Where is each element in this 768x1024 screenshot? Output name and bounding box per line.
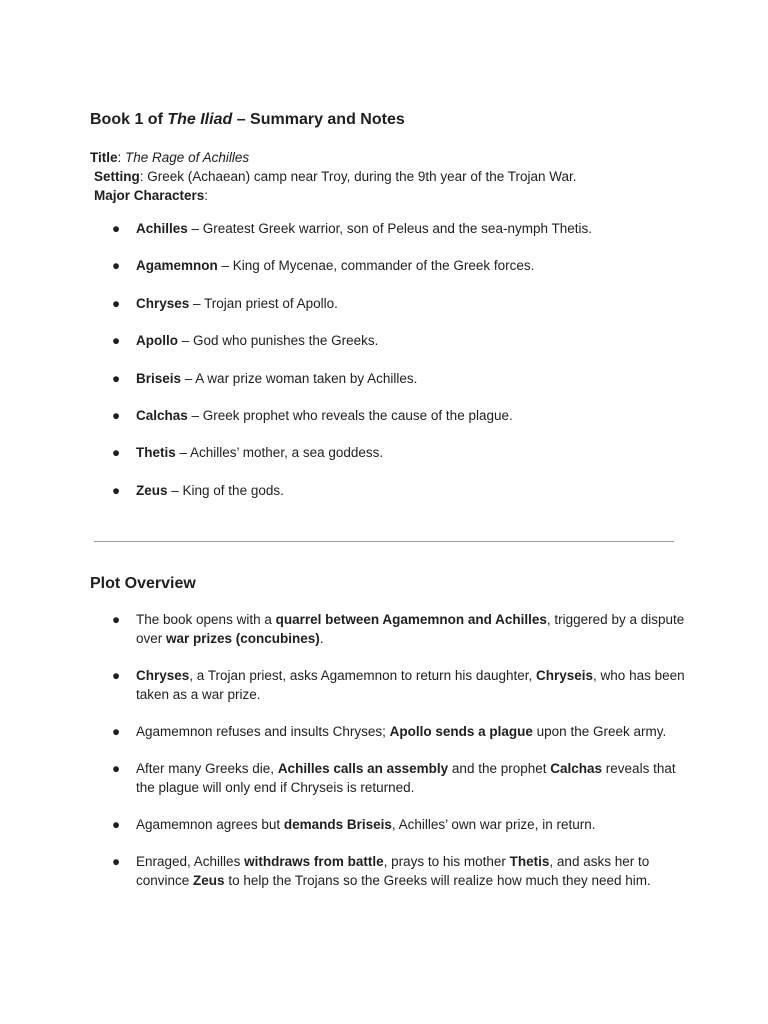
character-name: Achilles: [136, 221, 188, 236]
plot-text-run: reveals that the plague will only end if Chryseis is returned.: [136, 761, 676, 795]
plot-item-text: [136, 761, 676, 795]
meta-title-row: [90, 148, 576, 167]
character-name: Apollo: [136, 333, 178, 349]
bullet-icon: ●: [112, 370, 121, 386]
bullet-icon: ●: [112, 612, 121, 627]
plot-text-run: upon the Greek army.: [532, 724, 667, 739]
bullet-icon: ●: [112, 407, 121, 423]
plot-item: [112, 852, 692, 890]
title-suffix: – Summary and Notes: [232, 111, 405, 128]
character-desc: – King of the gods.: [167, 482, 284, 498]
plot-bold-phrase: Calchas: [550, 761, 603, 776]
plot-bold-phrase: war prizes (concubines): [166, 631, 320, 646]
plot-text-run: After many Greeks die,: [136, 761, 278, 776]
document-title: [90, 110, 405, 130]
character-desc: – Trojan priest of Apollo.: [189, 295, 338, 311]
plot-item-text: [136, 724, 666, 739]
character-name: Briseis: [136, 370, 182, 386]
bullet-icon: ●: [112, 761, 121, 776]
plot-bold-phrase: Zeus: [193, 873, 225, 888]
character-item: [112, 369, 732, 388]
plot-text-run: , who has been taken as a war prize.: [136, 668, 685, 702]
plot-heading: Plot Overview: [90, 575, 196, 592]
plot-text-run: Enraged, Achilles: [136, 854, 245, 869]
plot-bold-phrase: Thetis: [509, 854, 550, 869]
meta-characters-row: [90, 186, 576, 205]
plot-text-run: , and asks her to convince: [136, 854, 650, 888]
character-desc: – Greatest Greek warrior, son of Peleus and the sea-nymph Thetis.: [187, 221, 592, 236]
plot-text-run: , prays to his mother: [383, 854, 510, 869]
bullet-icon: ●: [112, 724, 121, 739]
plot-text-run: Agamemnon refuses and insults Chryses;: [136, 724, 390, 739]
character-item: [112, 481, 732, 500]
plot-bold-phrase: quarrel between Agamemnon and Achilles: [275, 612, 547, 627]
title-prefix: Book 1 of: [90, 111, 168, 128]
character-name: Zeus: [136, 482, 168, 498]
character-item: [112, 331, 732, 350]
meta-setting-value: Greek (Achaean) camp near Troy, during the 9th year of the Trojan War.: [147, 169, 577, 184]
plot-bold-phrase: Apollo sends a plague: [389, 724, 533, 739]
character-name: Chryses: [136, 295, 190, 311]
bullet-icon: ●: [112, 854, 121, 869]
plot-text-run: Agamemnon agrees but: [136, 817, 284, 832]
character-item: [112, 406, 732, 425]
plot-item-text: [136, 854, 651, 888]
plot-text-run: and the prophet: [448, 761, 551, 776]
bullet-icon: ●: [112, 258, 121, 274]
title-italic-work: The Iliad: [167, 111, 233, 128]
plot-bold-phrase: Chryses: [136, 668, 190, 683]
character-item: [112, 294, 732, 313]
meta-title-label: Title: [90, 150, 118, 165]
plot-item: [112, 722, 692, 741]
meta-title-value: The Rage of Achilles: [125, 150, 250, 165]
character-item: [112, 219, 732, 238]
bullet-icon: ●: [112, 482, 121, 498]
plot-item: [112, 666, 692, 704]
meta-title-sep: :: [117, 150, 126, 165]
plot-item: [112, 610, 692, 648]
meta-characters-label: Major Characters: [94, 188, 205, 203]
character-desc: – Greek prophet who reveals the cause of the plague.: [187, 407, 513, 423]
meta-setting-row: [90, 167, 576, 186]
plot-item-text: [136, 817, 595, 832]
plot-text-run: , Achilles’ own war prize, in return.: [391, 817, 596, 832]
plot-text-run: , a Trojan priest, asks Agamemnon to return his daughter,: [189, 668, 536, 683]
bullet-icon: ●: [112, 221, 121, 236]
meta-setting-sep: :: [139, 169, 148, 184]
character-desc: – A war prize woman taken by Achilles.: [181, 370, 418, 386]
plot-bold-phrase: demands Briseis: [283, 817, 392, 832]
character-desc: – Achilles’ mother, a sea goddess.: [175, 445, 384, 461]
bullet-icon: ●: [112, 445, 121, 461]
plot-text-run: .: [319, 631, 324, 646]
meta-characters-sep: :: [204, 188, 209, 203]
character-name: Calchas: [136, 407, 188, 423]
plot-bold-phrase: Achilles calls an assembly: [277, 761, 449, 776]
plot-bold-phrase: withdraws from battle: [244, 854, 384, 869]
character-desc: – King of Mycenae, commander of the Greek forces.: [217, 258, 535, 274]
bullet-icon: ●: [112, 668, 121, 683]
plot-item-text: [136, 668, 685, 702]
character-desc: – God who punishes the Greeks.: [178, 333, 379, 349]
character-name: Agamemnon: [136, 258, 218, 274]
bullet-icon: ●: [112, 817, 121, 832]
plot-list: [112, 610, 692, 908]
plot-item: [112, 815, 692, 834]
meta-block: [90, 148, 576, 205]
character-name: Thetis: [136, 445, 176, 461]
plot-text-run: The book opens with a: [136, 612, 276, 627]
plot-text-run: to help the Trojans so the Greeks will realize how much they need him.: [224, 873, 651, 888]
character-list: [112, 219, 732, 518]
plot-bold-phrase: Chryseis: [536, 668, 594, 683]
plot-item-text: [136, 612, 684, 646]
bullet-icon: ●: [112, 333, 121, 349]
character-item: [112, 443, 732, 462]
plot-item: [112, 759, 692, 797]
section-divider: [94, 541, 674, 542]
bullet-icon: ●: [112, 295, 121, 311]
meta-setting-label: Setting: [94, 169, 140, 184]
plot-text-run: , triggered by a dispute over: [136, 612, 685, 646]
character-item: [112, 256, 732, 275]
